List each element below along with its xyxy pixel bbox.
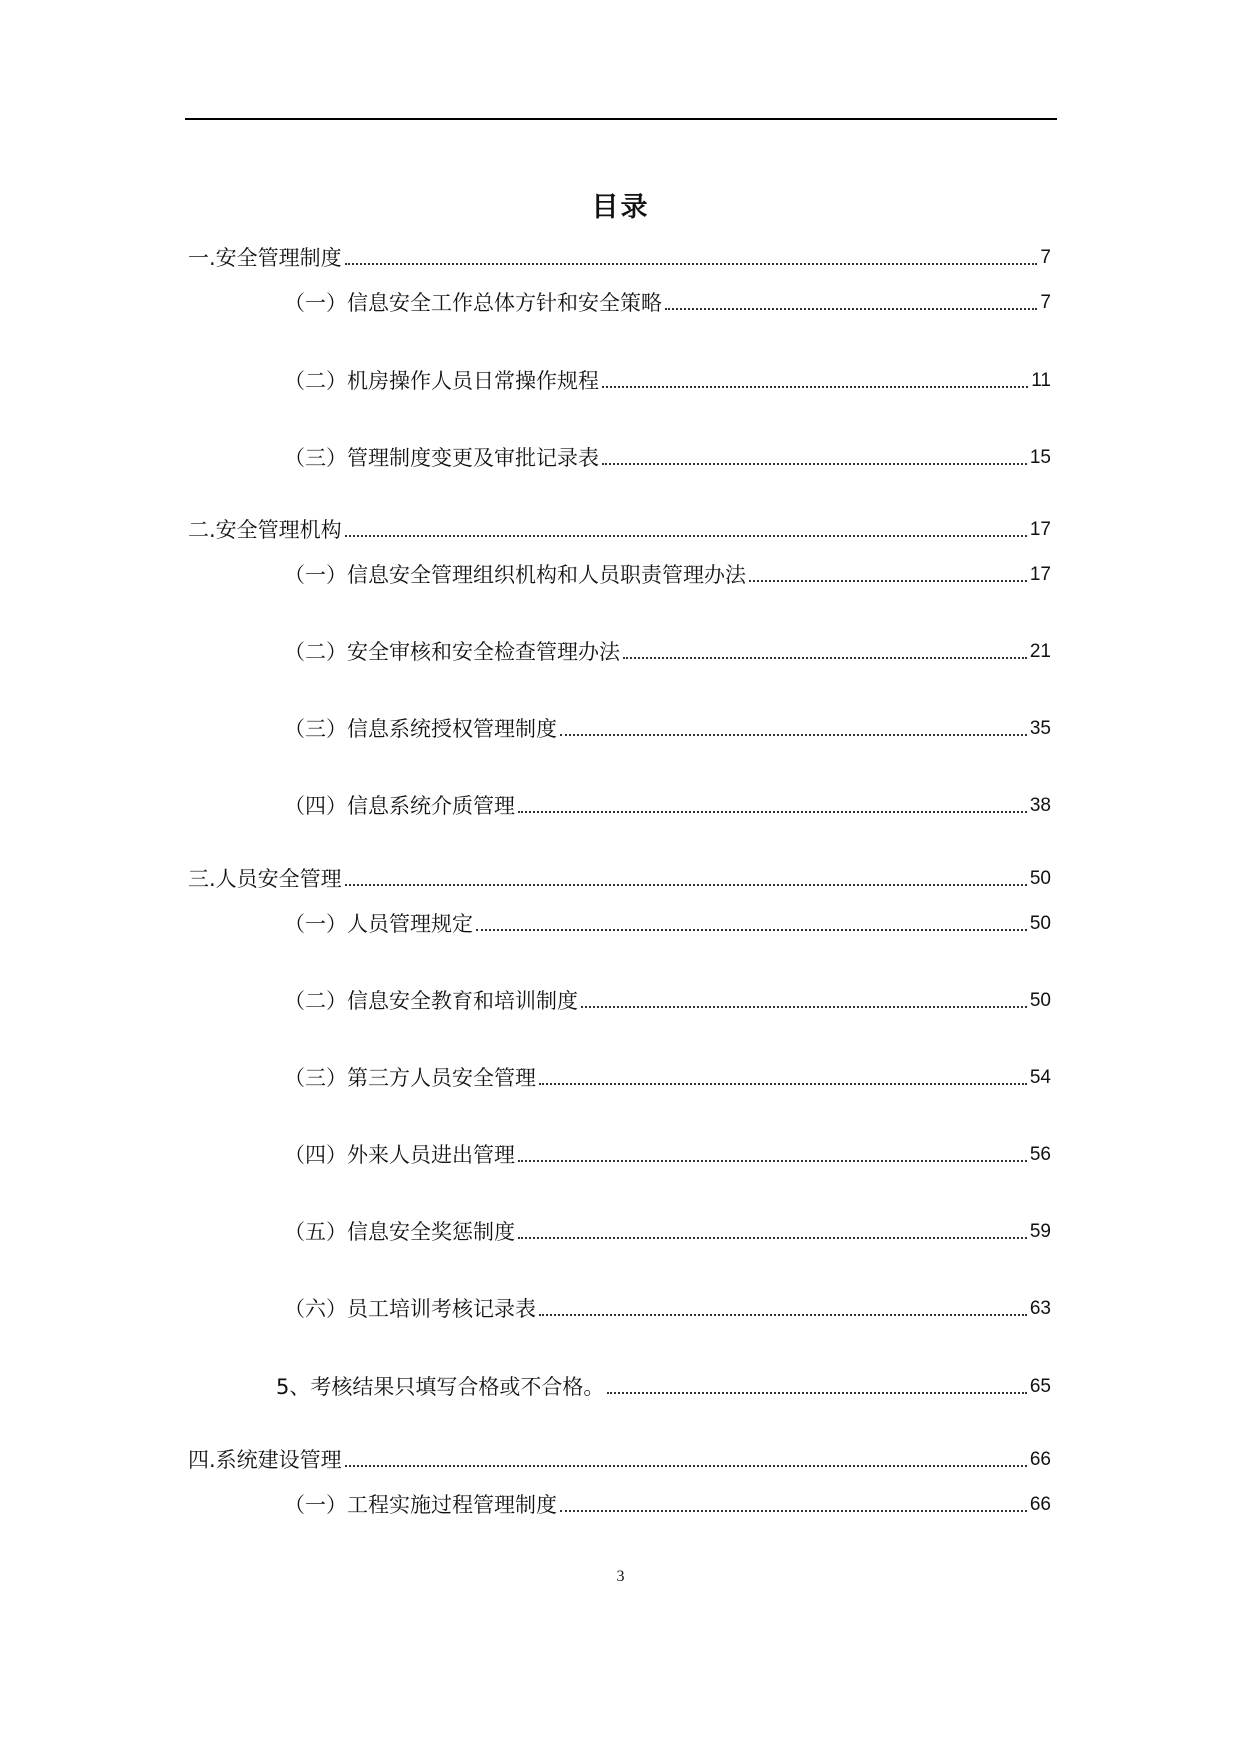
toc-entry-3-6[interactable] bbox=[284, 1292, 1051, 1322]
toc-entry-3-3[interactable] bbox=[284, 1061, 1051, 1091]
page-number: 3 bbox=[616, 1568, 625, 1585]
toc-dot-leader bbox=[476, 929, 1027, 931]
toc-entry-page: 50 bbox=[1029, 913, 1051, 934]
toc-dot-leader bbox=[518, 811, 1027, 813]
toc-entry-3-2[interactable] bbox=[284, 984, 1051, 1014]
toc-entry-text: （一）信息安全管理组织机构和人员职责管理办法 bbox=[284, 563, 746, 587]
toc-entry-2[interactable] bbox=[188, 513, 1051, 543]
toc-entry-text: 二.安全管理机构 bbox=[188, 518, 342, 542]
toc-entry-4[interactable] bbox=[188, 1443, 1051, 1473]
toc-entry-text: （一）人员管理规定 bbox=[284, 912, 473, 936]
toc-entry-3-6-5[interactable] bbox=[276, 1370, 1051, 1400]
toc-dot-leader bbox=[665, 308, 1037, 310]
toc-entry-text: （三）信息系统授权管理制度 bbox=[284, 717, 557, 741]
toc-entry-text: （三）管理制度变更及审批记录表 bbox=[284, 446, 599, 470]
toc-dot-leader bbox=[560, 734, 1027, 736]
toc-entry-page: 56 bbox=[1029, 1144, 1051, 1165]
toc-dot-leader bbox=[518, 1160, 1027, 1162]
toc-entry-page: 66 bbox=[1029, 1494, 1051, 1515]
toc-entry-page: 54 bbox=[1029, 1067, 1051, 1088]
toc-entry-page: 7 bbox=[1040, 292, 1051, 313]
toc-dot-leader bbox=[560, 1510, 1027, 1512]
toc-entry-page: 38 bbox=[1029, 795, 1051, 816]
toc-dot-leader bbox=[607, 1392, 1026, 1394]
toc-entry-text: 一.安全管理制度 bbox=[188, 246, 342, 270]
toc-entry-text: （四）外来人员进出管理 bbox=[284, 1143, 515, 1167]
toc-dot-leader bbox=[539, 1314, 1027, 1316]
toc-dot-leader bbox=[518, 1237, 1027, 1239]
toc-entry-page: 17 bbox=[1029, 564, 1051, 585]
toc-entry-text: （二）安全审核和安全检查管理办法 bbox=[284, 640, 620, 664]
toc-dot-leader bbox=[539, 1083, 1027, 1085]
toc-entry-page: 59 bbox=[1029, 1221, 1051, 1242]
toc-entry-text: （四）信息系统介质管理 bbox=[284, 794, 515, 818]
toc-entry-text: 三.人员安全管理 bbox=[188, 867, 342, 891]
toc-entry-3-5[interactable] bbox=[284, 1215, 1051, 1245]
toc-entry-2-4[interactable] bbox=[284, 789, 1051, 819]
toc-dot-leader bbox=[345, 1465, 1027, 1467]
toc-entry-1-2[interactable] bbox=[284, 364, 1051, 394]
toc-entry-text: （一）信息安全工作总体方针和安全策略 bbox=[284, 291, 662, 315]
toc-entry-3-4[interactable] bbox=[284, 1138, 1051, 1168]
toc-dot-leader bbox=[749, 580, 1027, 582]
toc-entry-2-3[interactable] bbox=[284, 712, 1051, 742]
toc-entry-1-1[interactable] bbox=[284, 286, 1051, 316]
toc-entry-page: 11 bbox=[1031, 370, 1051, 391]
toc-entry-page: 7 bbox=[1040, 247, 1051, 268]
toc-entry-3-1[interactable] bbox=[284, 907, 1051, 937]
toc-entry-page: 35 bbox=[1029, 718, 1051, 739]
toc-dot-leader bbox=[345, 884, 1027, 886]
toc-title: 目录 bbox=[591, 192, 650, 223]
toc-entry-page: 50 bbox=[1029, 868, 1051, 889]
toc-entry-3[interactable] bbox=[188, 862, 1051, 892]
toc-entry-text: 四.系统建设管理 bbox=[188, 1448, 342, 1472]
toc-entry-text: （一）工程实施过程管理制度 bbox=[284, 1493, 557, 1517]
toc-entry-page: 21 bbox=[1029, 641, 1051, 662]
toc-entry-1-3[interactable] bbox=[284, 441, 1051, 471]
toc-entry-page: 66 bbox=[1029, 1449, 1051, 1470]
toc-entry-2-1[interactable] bbox=[284, 558, 1051, 588]
toc-dot-leader bbox=[345, 263, 1038, 265]
toc-dot-leader bbox=[581, 1006, 1027, 1008]
toc-entry-text: （三）第三方人员安全管理 bbox=[284, 1066, 536, 1090]
toc-dot-leader bbox=[623, 657, 1027, 659]
toc-entry-page: 65 bbox=[1029, 1376, 1051, 1397]
toc-entry-1[interactable] bbox=[188, 241, 1051, 271]
toc-entry-text: （五）信息安全奖惩制度 bbox=[284, 1220, 515, 1244]
toc-entry-2-2[interactable] bbox=[284, 635, 1051, 665]
toc-entry-text: 5、考核结果只填写合格或不合格。 bbox=[276, 1375, 605, 1399]
toc-entry-4-1[interactable] bbox=[284, 1488, 1051, 1518]
toc-entry-text: （二）机房操作人员日常操作规程 bbox=[284, 369, 599, 393]
toc-dot-leader bbox=[602, 463, 1027, 465]
toc-entry-page: 63 bbox=[1029, 1298, 1051, 1319]
toc-entry-text: （六）员工培训考核记录表 bbox=[284, 1297, 536, 1321]
toc-entry-page: 17 bbox=[1029, 519, 1051, 540]
toc-entry-text: （二）信息安全教育和培训制度 bbox=[284, 989, 578, 1013]
toc-dot-leader bbox=[602, 386, 1028, 388]
toc-entry-page: 50 bbox=[1029, 990, 1051, 1011]
toc-dot-leader bbox=[345, 535, 1027, 537]
toc-entry-page: 15 bbox=[1029, 447, 1051, 468]
